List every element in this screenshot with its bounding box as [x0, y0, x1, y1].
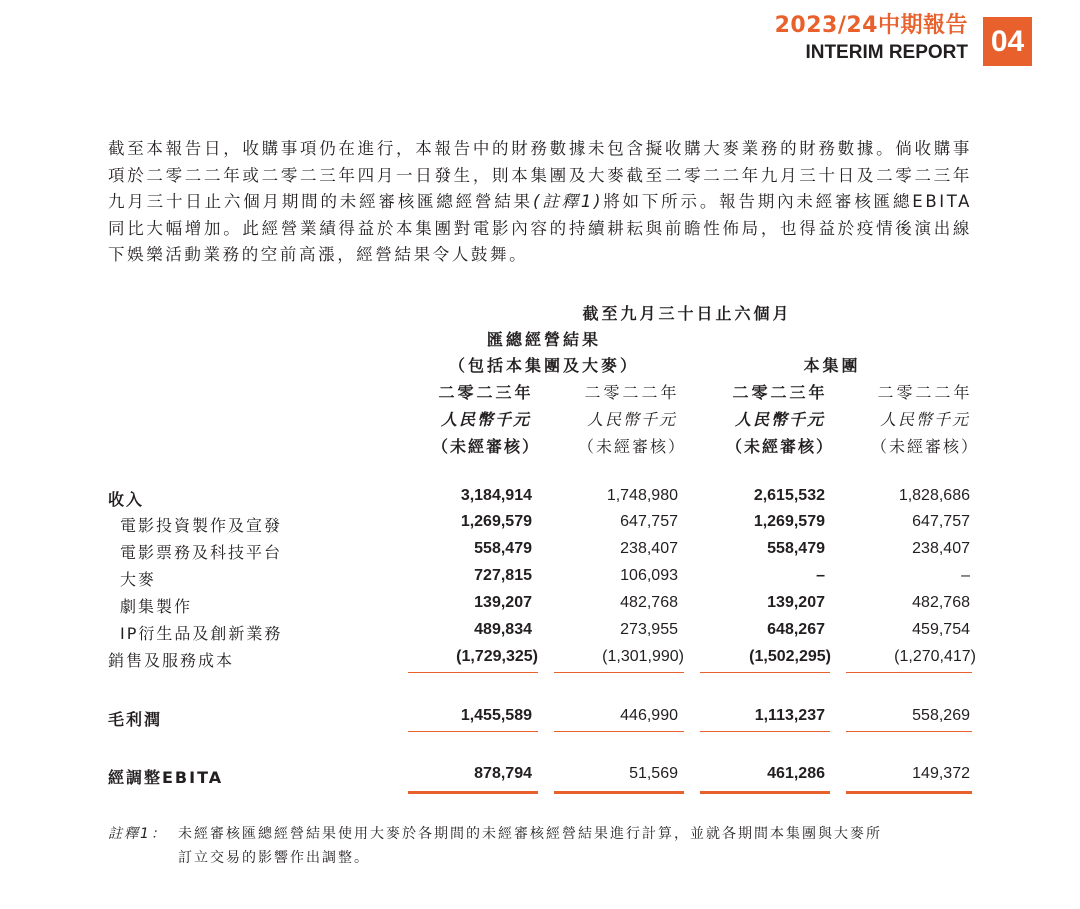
double-rule-c3 [700, 791, 830, 794]
row-label-damai: 大麥 [120, 570, 157, 589]
period-header: 截至九月三十日止六個月 [582, 304, 792, 323]
report-title-en: INTERIM REPORT [805, 42, 968, 63]
cell-series-c4: 482,768 [912, 594, 970, 611]
col2-unit: 人民幣千元 [586, 410, 678, 429]
rule-cost-c1 [408, 672, 538, 673]
col4-audit: （未經審核） [870, 437, 980, 456]
cell-film-c1: 1,269,579 [460, 513, 532, 530]
cell-revenue-c1: 3,184,914 [460, 487, 532, 504]
cell-ticket-c4: 238,407 [912, 540, 970, 557]
combined-results-header: 匯總經營結果 [486, 330, 602, 349]
col4-year: 二零二二年 [877, 383, 973, 402]
intro-note-ref: (註釋1) [532, 192, 604, 211]
cell-damai-c2: 106,093 [620, 567, 678, 584]
col3-year: 二零二三年 [732, 383, 828, 402]
combined-results-subheader: （包括本集團及大麥） [448, 356, 640, 375]
row-label-ip: IP衍生品及創新業務 [120, 624, 283, 643]
cell-gross-c2: 446,990 [620, 707, 678, 724]
rule-gross-c1 [408, 731, 538, 732]
cell-ip-c3: 648,267 [767, 621, 825, 638]
col3-audit: （未經審核） [725, 437, 835, 456]
col1-audit: （未經審核） [431, 437, 541, 456]
intro-part-1: 截至本報告日，收購事項仍在進行，本報告中的財務數據未包含擬收購大麥業務的財務數據。倘收購事項於二零二二年或二零二三年四月一日發生，則本集團及大麥截至二零二二年九月三十日及二零二三年九月三十日止六個月期間的未經審核匯總經營結果 [108, 139, 972, 211]
note-line-1: 未經審核匯總經營結果使用大麥於各期間的未經審核經營結果進行計算，並就各期間本集團與大麥所 [178, 826, 882, 842]
cell-series-c3: 139,207 [767, 594, 825, 611]
cell-revenue-c3: 2,615,532 [753, 487, 825, 504]
col2-year: 二零二二年 [584, 383, 680, 402]
cell-damai-c3: – [816, 567, 825, 584]
col1-unit: 人民幣千元 [440, 410, 532, 429]
intro-part-2: 將如下所示。報告期內未經審核匯總EBITA同比大幅增加。此經營業績得益於本集團對電影內容的持續耕耘與前瞻性佈局，也得益於疫情後演出線下娛樂活動業務的空前高漲，經營結果令人鼓舞。 [108, 192, 973, 264]
cell-revenue-c2: 1,748,980 [606, 487, 678, 504]
rule-cost-c3 [700, 672, 830, 673]
row-label-ticketing: 電影票務及科技平台 [120, 543, 283, 562]
cell-gross-c1: 1,455,589 [460, 707, 532, 724]
report-header [775, 12, 968, 66]
cell-gross-c3: 1,113,237 [754, 707, 825, 724]
col2-audit: （未經審核） [577, 437, 687, 456]
cell-ebita-c3: 461,286 [767, 765, 825, 782]
rule-cost-c4 [846, 672, 972, 673]
cell-cost-c1: (1,729,325) [456, 648, 538, 665]
cell-damai-c1: 727,815 [474, 567, 532, 584]
cell-ip-c2: 273,955 [620, 621, 678, 638]
rule-gross-c3 [700, 731, 830, 732]
cell-ebita-c2: 51,569 [629, 765, 678, 782]
cell-film-c3: 1,269,579 [753, 513, 825, 530]
cell-ip-c4: 459,754 [912, 621, 970, 638]
note-line-2: 訂立交易的影響作出調整。 [178, 850, 370, 866]
note-marker: 註釋1： [108, 826, 167, 842]
row-label-series: 劇集製作 [120, 597, 193, 616]
double-rule-c2 [554, 791, 684, 794]
rule-cost-c2 [554, 672, 684, 673]
row-label-film-investment: 電影投資製作及宣發 [120, 516, 283, 535]
page-number-badge: 04 [983, 17, 1032, 66]
cell-cost-c4: (1,270,417) [894, 648, 976, 665]
row-label-cost: 銷售及服務成本 [108, 651, 235, 670]
group-header: 本集團 [803, 356, 861, 375]
cell-damai-c4: – [961, 567, 970, 584]
double-rule-c1 [408, 791, 538, 794]
rule-gross-c4 [846, 731, 972, 732]
report-title-cn: 2023/24中期報告 [774, 13, 968, 38]
cell-series-c2: 482,768 [620, 594, 678, 611]
cell-ticket-c3: 558,479 [767, 540, 825, 557]
cell-ticket-c2: 238,407 [620, 540, 678, 557]
cell-gross-c4: 558,269 [912, 707, 970, 724]
col4-unit: 人民幣千元 [879, 410, 971, 429]
cell-film-c2: 647,757 [620, 513, 678, 530]
cell-revenue-c4: 1,828,686 [898, 487, 970, 504]
row-label-gross-profit: 毛利潤 [108, 710, 163, 729]
col1-year: 二零二三年 [438, 383, 534, 402]
cell-cost-c2: (1,301,990) [602, 648, 684, 665]
intro-paragraph [108, 136, 972, 269]
cell-series-c1: 139,207 [474, 594, 532, 611]
cell-ip-c1: 489,834 [474, 621, 532, 638]
cell-ebita-c4: 149,372 [912, 765, 970, 782]
cell-film-c4: 647,757 [912, 513, 970, 530]
row-label-revenue: 收入 [108, 490, 145, 509]
rule-gross-c2 [554, 731, 684, 732]
cell-cost-c3: (1,502,295) [749, 648, 831, 665]
cell-ebita-c1: 878,794 [474, 765, 532, 782]
double-rule-c4 [846, 791, 972, 794]
cell-ticket-c1: 558,479 [474, 540, 532, 557]
col3-unit: 人民幣千元 [734, 410, 826, 429]
row-label-ebita: 經調整EBITA [108, 768, 224, 787]
